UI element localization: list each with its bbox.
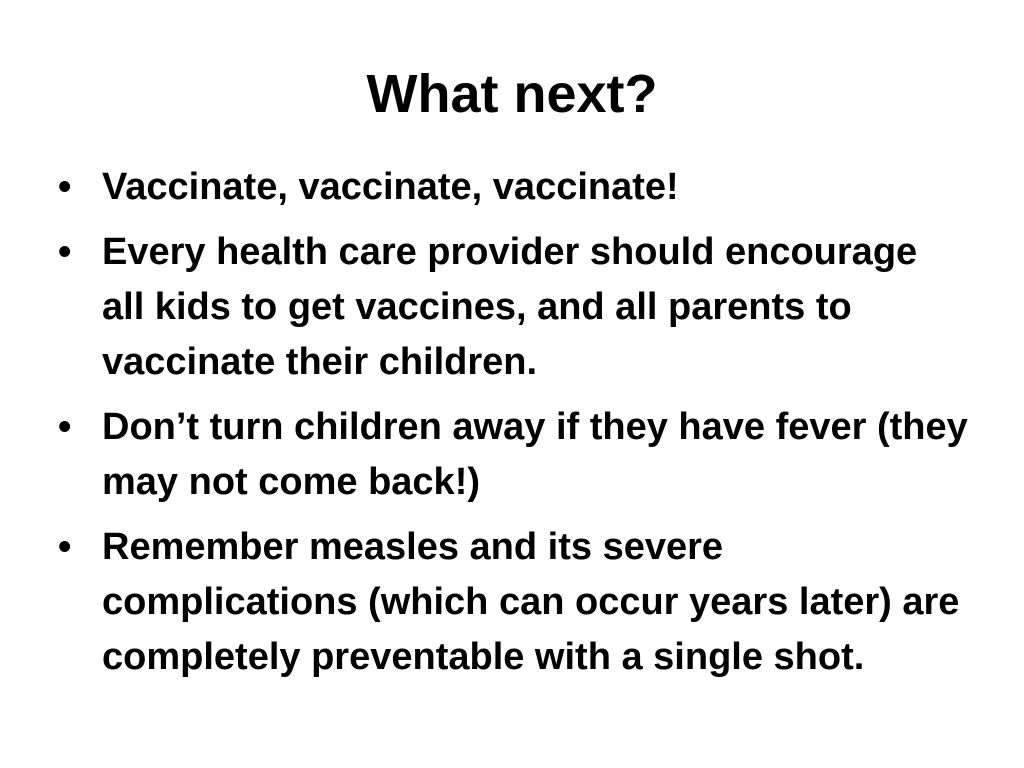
bullet-text: Vaccinate, vaccinate, vaccinate! (102, 166, 679, 208)
bullet-item (58, 400, 968, 510)
bullet-marker: • (58, 406, 72, 448)
bullet-text: Remember measles and its severe complications (which can occur years later) are completely preventable with a single shot. (102, 526, 960, 678)
bullet-item (58, 225, 968, 390)
bullet-marker: • (58, 526, 72, 568)
slide-title: What next? (366, 64, 658, 124)
bullet-item (58, 160, 968, 215)
bullet-list (58, 160, 968, 695)
bullet-text: Every health care provider should encourage all kids to get vaccines, and all parents to vaccinate their children. (102, 231, 918, 383)
bullet-item (58, 520, 968, 685)
bullet-marker: • (58, 231, 72, 273)
bullet-marker: • (58, 166, 72, 208)
bullet-text: Don’t turn children away if they have fever (they may not come back!) (102, 406, 968, 503)
